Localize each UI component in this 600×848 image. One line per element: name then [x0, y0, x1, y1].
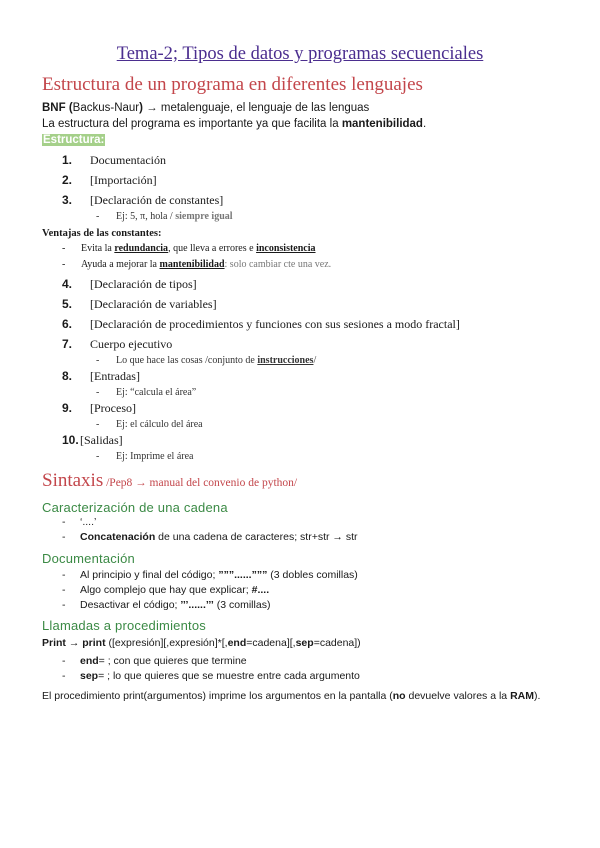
- text: ).: [533, 690, 541, 702]
- print-d: end: [227, 637, 247, 649]
- list-text: Cuerpo ejecutivo: [90, 337, 173, 351]
- section-heading-estructura: Estructura de un programa en diferentes lenguajes: [42, 74, 423, 95]
- estructura-label: Estructura:: [43, 134, 105, 146]
- list-item: [62, 297, 217, 312]
- print-g: =cadena]): [313, 637, 361, 649]
- intro-end: .: [422, 118, 427, 130]
- list-item: [62, 369, 140, 384]
- llamadas-line-2: [62, 670, 360, 682]
- bnf-close: ): [139, 102, 143, 114]
- bnf-open: (: [65, 102, 73, 114]
- bold-text: ’’’......’’’: [180, 599, 214, 611]
- llamadas-final: [42, 690, 540, 702]
- intro-line: [42, 118, 426, 130]
- text: Desactivar el código;: [80, 599, 181, 611]
- list-text: [Proceso]: [90, 401, 136, 415]
- sub-bold: siempre igual: [175, 211, 233, 222]
- dash: -: [62, 259, 66, 270]
- text: : solo cambiar cte una vez.: [224, 259, 332, 270]
- list-item: [62, 277, 197, 292]
- dash: -: [62, 584, 66, 596]
- dash: -: [96, 387, 100, 398]
- list-number: 9.: [62, 401, 73, 415]
- list-text: [Importación]: [90, 173, 157, 187]
- text: devuelve valores a la: [405, 690, 511, 702]
- list-item: [62, 401, 136, 416]
- dash: -: [62, 670, 66, 682]
- ventajas-label: Ventajas de las constantes:: [42, 228, 162, 239]
- sintaxis-heading: [42, 470, 297, 492]
- bold-text: redundancia: [114, 243, 169, 254]
- sub-bold: instrucciones: [257, 355, 314, 366]
- cadena-line-2: [62, 531, 358, 543]
- list-item: [62, 173, 157, 188]
- print-signature: [42, 637, 361, 649]
- text: Evita la: [81, 243, 115, 254]
- documentacion-heading: Documentación: [42, 551, 135, 566]
- ventajas-line-2: [62, 259, 331, 270]
- list-item: [62, 153, 166, 168]
- dash: -: [62, 243, 66, 254]
- list-item: [62, 317, 460, 332]
- estructura-label-wrap: [42, 134, 105, 146]
- dash: -: [96, 451, 100, 462]
- print-e: =cadena][,: [246, 637, 296, 649]
- bold-text: ”””......”””: [218, 569, 268, 581]
- intro-bold: mantenibilidad: [341, 118, 423, 130]
- list-text: [Declaración de tipos]: [90, 277, 197, 291]
- doc-line-1: [62, 569, 358, 581]
- text: (3 dobles comillas): [267, 569, 358, 581]
- list-number: 7.: [62, 337, 73, 351]
- sub-text: Ej: “calcula el área”: [116, 387, 197, 398]
- doc-line-3: [62, 599, 270, 611]
- sub-item: [96, 451, 193, 462]
- bold-text: #....: [251, 584, 270, 596]
- doc-line-2: [62, 584, 269, 596]
- llamadas-line-1: [62, 655, 247, 667]
- cadena-line-1: [62, 516, 96, 528]
- sintaxis-rest: /Pep8 → manual del convenio de python/: [103, 477, 298, 489]
- text: = ; con que quieres que termine: [98, 655, 247, 667]
- bold-text: end: [80, 655, 99, 667]
- list-text: [Declaración de variables]: [90, 297, 217, 311]
- text: , que lleva a errores e: [168, 243, 257, 254]
- print-a: Print →: [42, 637, 83, 649]
- list-number: 10.: [62, 433, 79, 447]
- list-number: 2.: [62, 173, 73, 187]
- print-b: print: [82, 637, 106, 649]
- text: (3 comillas): [213, 599, 271, 611]
- list-number: 6.: [62, 317, 73, 331]
- dash: -: [96, 355, 100, 366]
- list-text: [Salidas]: [80, 433, 123, 447]
- page-title: Tema-2; Tipos de datos y programas secuenciales: [116, 44, 484, 64]
- list-number: 3.: [62, 193, 73, 207]
- print-c: ([expresión][,expresión]*[,: [105, 637, 228, 649]
- llamadas-heading: Llamadas a procedimientos: [42, 618, 206, 633]
- dash: -: [96, 419, 100, 430]
- list-item: [62, 337, 172, 352]
- bold-text: RAM: [510, 690, 534, 702]
- list-number: 1.: [62, 153, 73, 167]
- sintaxis-title: Sintaxis: [42, 470, 104, 491]
- sub-text: Ej: Imprime el área: [116, 451, 194, 462]
- ventajas-line-1: [62, 243, 316, 254]
- list-number: 8.: [62, 369, 73, 383]
- list-text: Documentación: [90, 153, 166, 167]
- bold-text: mantenibilidad: [159, 259, 225, 270]
- list-text: [Declaración de procedimientos y funciones con sus sesiones a modo fractal]: [90, 317, 460, 331]
- text: Algo complejo que hay que explicar;: [80, 584, 252, 596]
- text: El procedimiento print(argumentos) imprime los argumentos en la pantalla (: [42, 690, 393, 702]
- bold-text: sep: [80, 670, 99, 682]
- dash: -: [62, 516, 66, 528]
- bnf-rest: → metalenguaje, el lenguaje de las lenguas: [142, 102, 370, 114]
- bnf-label: BNF: [42, 102, 66, 114]
- bold-text: inconsistencia: [256, 243, 316, 254]
- dash: -: [62, 531, 66, 543]
- list-item: [62, 193, 223, 208]
- sub-end: /: [313, 355, 317, 366]
- list-number: 4.: [62, 277, 73, 291]
- sub-item: [96, 211, 233, 222]
- text: Al principio y final del código;: [80, 569, 219, 581]
- sub-text: Ej: 5, π, hola /: [116, 211, 176, 222]
- bnf-line: [42, 102, 369, 114]
- sub-item: [96, 387, 196, 398]
- intro-text: La estructura del programa es importante ya que facilita la: [42, 118, 342, 130]
- text: ‘....’: [80, 516, 97, 528]
- sub-text: Ej: el cálculo del área: [116, 419, 203, 430]
- list-number: 5.: [62, 297, 73, 311]
- sub-item: [96, 419, 203, 430]
- dash: -: [96, 211, 100, 222]
- dash: -: [62, 569, 66, 581]
- sub-text: Lo que hace las cosas /conjunto de: [116, 355, 258, 366]
- text: de una cadena de caracteres; str+str → str: [155, 531, 358, 543]
- list-text: [Declaración de constantes]: [90, 193, 224, 207]
- list-item: [62, 433, 123, 448]
- text: = ; lo que quieres que se muestre entre cada argumento: [98, 670, 360, 682]
- list-text: [Entradas]: [90, 369, 140, 383]
- print-f: sep: [295, 637, 314, 649]
- dash: -: [62, 599, 66, 611]
- bold-text: Concatenación: [80, 531, 156, 543]
- dash: -: [62, 655, 66, 667]
- bold-text: no: [392, 690, 406, 702]
- cadena-heading: Caracterización de una cadena: [42, 500, 228, 515]
- sub-item: [96, 355, 316, 366]
- bnf-name: Backus-Naur: [72, 102, 140, 114]
- text: Ayuda a mejorar la: [81, 259, 160, 270]
